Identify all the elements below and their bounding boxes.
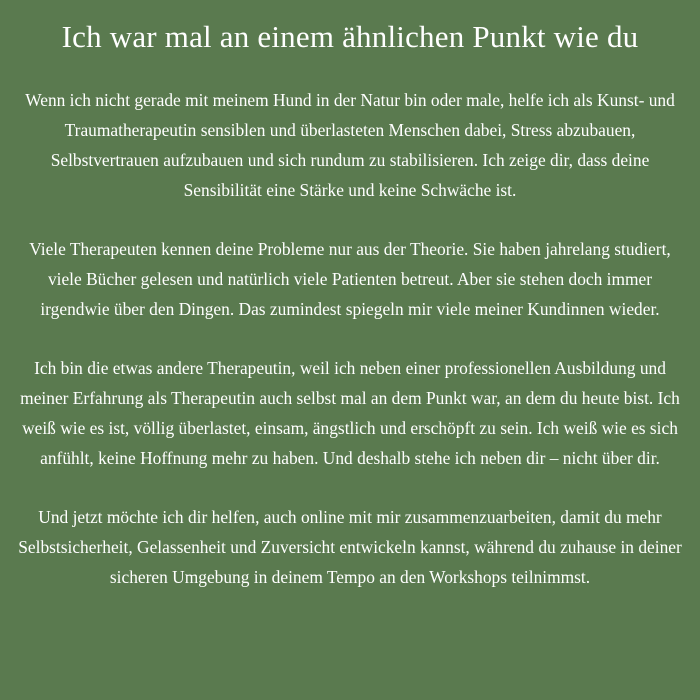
page-title: Ich war mal an einem ähnlichen Punkt wie du — [61, 19, 639, 54]
paragraph-different-therapist: Ich bin die etwas andere Therapeutin, weil ich neben einer professionellen Ausbildung und meiner Erfahrung als Therapeutin auch selbst mal an dem Punkt war, an dem du heute bist. Ich weiß wie es ist, völlig überlastet, einsam, ängstlich und erschöpft zu sein. Ich weiß wie es sich anfühlt, keine Hoffnung mehr zu haben. Und deshalb stehe ich neben dir – nicht über dir. — [20, 358, 680, 469]
paragraph-online-workshops: Und jetzt möchte ich dir helfen, auch online mit mir zusammenzuarbeiten, damit du mehr Selbstsicherheit, Gelassenheit und Zuversicht entwickeln kannst, während du zuhause in deiner sicheren Umgebung in deinem Tempo an den Workshops teilnimmst. — [18, 507, 682, 588]
paragraph-intro: Wenn ich nicht gerade mit meinem Hund in der Natur bin oder male, helfe ich als Kunst- und Traumatherapeutin sensiblen und überlasteten Menschen dabei, Stress abzubauen, Selbstvertrauen aufzubauen und sich rundum zu stabilisieren. Ich zeige dir, dass deine Sensibilität eine Stärke und keine Schwäche ist. — [25, 90, 675, 201]
paragraph-other-therapists: Viele Therapeuten kennen deine Probleme nur aus der Theorie. Sie haben jahrelang studiert, viele Bücher gelesen und natürlich viele Patienten betreut. Aber sie stehen doch immer irgendwie über den Dingen. Das zumindest spiegeln mir viele meiner Kundinnen wieder. — [29, 239, 671, 320]
